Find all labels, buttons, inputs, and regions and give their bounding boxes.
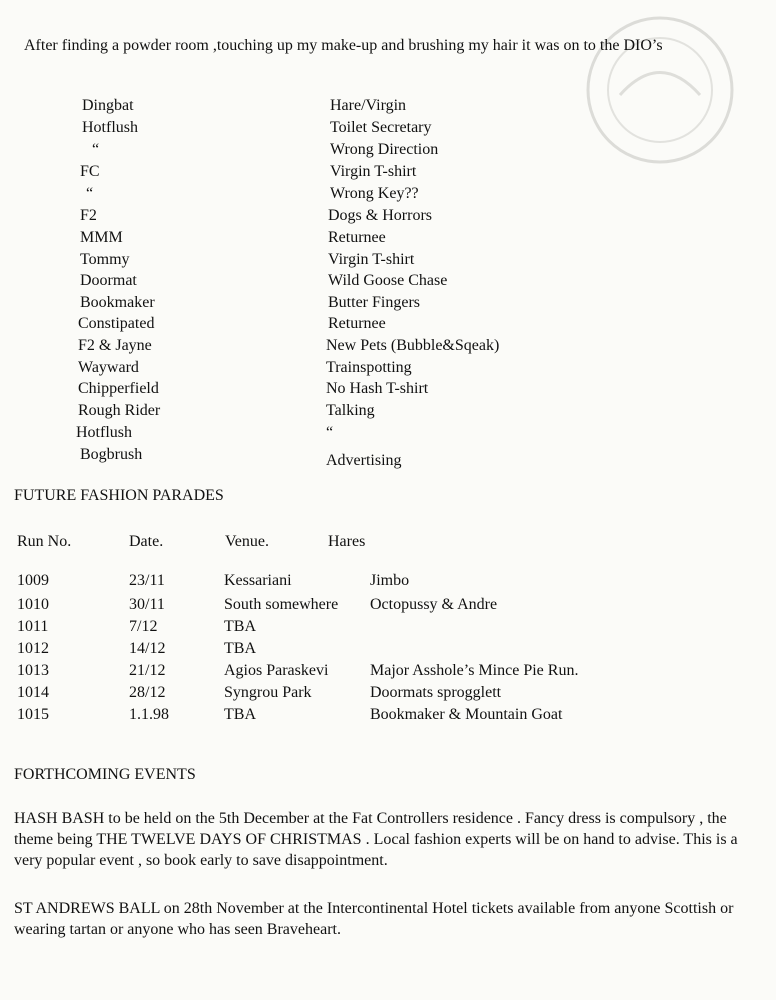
run-hares-cell: Octopussy & Andre: [370, 596, 498, 613]
run-run-cell: 1011: [17, 618, 49, 635]
run-run-cell: 1012: [17, 640, 49, 657]
hash-bash-paragraph: HASH BASH to be held on the 5th December at the Fat Controllers residence . Fancy dress is compulsory , the theme being THE TWELVE DAYS OF CHRISTMAS . Local fashion experts will be on hand to advise. This is a very popular event , so book early to save disappointment.: [14, 810, 738, 869]
dio-name: F2 & Jayne: [78, 337, 152, 354]
run-venue-cell: Agios Paraskevi: [224, 662, 329, 679]
col-run-header: Run No.: [17, 533, 72, 550]
dio-award: Trainspotting: [326, 359, 412, 376]
dio-name: FC: [80, 163, 100, 180]
dio-award: Toilet Secretary: [330, 119, 432, 136]
dio-award: Butter Fingers: [328, 294, 420, 311]
run-venue-cell: Syngrou Park: [224, 684, 312, 701]
col-hares-header: Hares: [328, 533, 366, 550]
dio-award: Dogs & Horrors: [328, 207, 432, 224]
dio-name: Constipated: [78, 315, 155, 332]
dio-award: Virgin T-shirt: [328, 251, 415, 268]
dio-name: Bookmaker: [80, 294, 155, 311]
dio-award: Hare/Virgin: [330, 97, 407, 114]
dio-name: Chipperfield: [78, 380, 159, 397]
col-date-header: Date.: [129, 533, 164, 550]
run-date-cell: 1.1.98: [129, 706, 169, 723]
run-date-cell: 21/12: [129, 662, 166, 679]
dio-award: New Pets (Bubble&Sqeak): [326, 337, 500, 354]
run-run-cell: 1015: [17, 706, 49, 723]
dio-award: Wrong Direction: [330, 141, 439, 158]
run-venue-cell: TBA: [224, 618, 256, 635]
events-heading: FORTHCOMING EVENTS: [14, 766, 196, 783]
dio-name: Rough Rider: [78, 402, 161, 419]
run-run-cell: 1013: [17, 662, 49, 679]
future-heading: FUTURE FASHION PARADES: [14, 487, 224, 504]
col-venue-header: Venue.: [225, 533, 269, 550]
run-venue-cell: South somewhere: [224, 596, 339, 613]
dio-name: Tommy: [80, 251, 130, 268]
dio-name: Hotflush: [76, 424, 132, 441]
dio-award: Wrong Key??: [330, 185, 419, 202]
dio-name: Doormat: [80, 272, 137, 289]
run-venue-cell: TBA: [224, 706, 256, 723]
run-date-cell: 14/12: [129, 640, 166, 657]
dio-award: Wild Goose Chase: [328, 272, 448, 289]
run-date-cell: 23/11: [129, 572, 165, 589]
dio-award: “: [326, 424, 334, 441]
dio-award: Virgin T-shirt: [330, 163, 417, 180]
st-andrews-paragraph: ST ANDREWS BALL on 28th November at the Intercontinental Hotel tickets available from anyone Scottish or wearing tartan or anyone who has seen Braveheart.: [14, 900, 734, 938]
dio-name: Dingbat: [82, 97, 134, 114]
run-hares-cell: Bookmaker & Mountain Goat: [370, 706, 563, 723]
dio-award: Returnee: [328, 315, 386, 332]
run-run-cell: 1009: [17, 572, 49, 589]
intro-text: After finding a powder room ,touching up my make-up and brushing my hair it was on to the DIO’s: [24, 37, 663, 54]
run-run-cell: 1014: [17, 684, 49, 701]
dio-name: Bogbrush: [80, 446, 143, 463]
dio-name: “: [86, 185, 94, 202]
dio-name: “: [92, 141, 100, 158]
run-date-cell: 30/11: [129, 596, 165, 613]
dio-name: Wayward: [78, 359, 139, 376]
dio-name: MMM: [80, 229, 123, 246]
run-run-cell: 1010: [17, 596, 49, 613]
dio-award: Returnee: [328, 229, 386, 246]
run-date-cell: 7/12: [129, 618, 158, 635]
dio-award: No Hash T-shirt: [326, 380, 429, 397]
run-hares-cell: Major Asshole’s Mince Pie Run.: [370, 662, 579, 679]
dio-award: Advertising: [326, 452, 402, 469]
dio-name: F2: [80, 207, 97, 224]
run-hares-cell: Doormats sprogglett: [370, 684, 502, 701]
run-venue-cell: Kessariani: [224, 572, 292, 589]
dio-award: Talking: [326, 402, 375, 419]
run-date-cell: 28/12: [129, 684, 166, 701]
dio-name: Hotflush: [82, 119, 138, 136]
run-hares-cell: Jimbo: [370, 572, 410, 589]
run-venue-cell: TBA: [224, 640, 256, 657]
